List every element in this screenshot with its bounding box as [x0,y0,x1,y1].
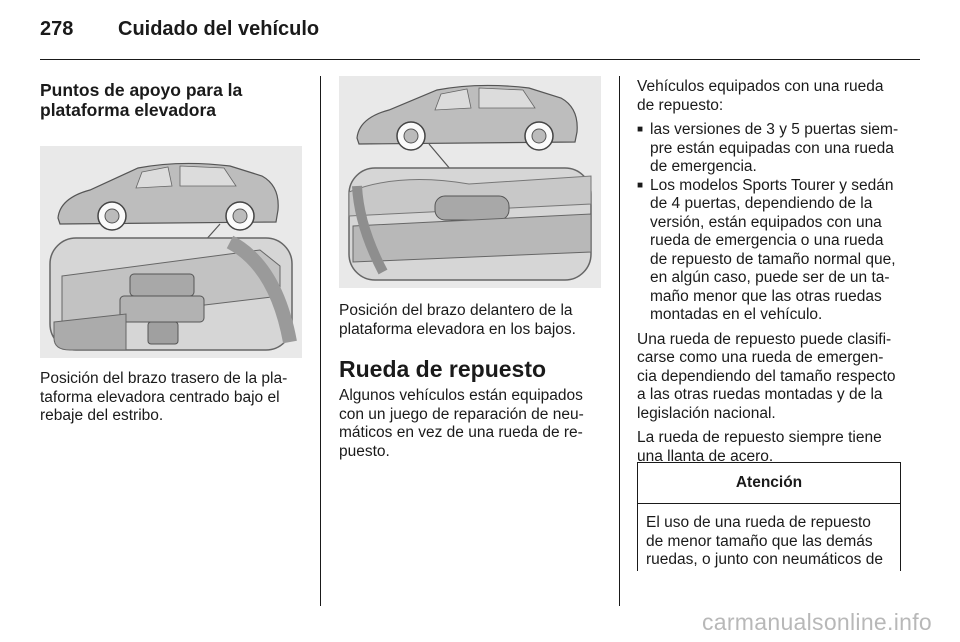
column-2 [339,76,601,461]
rear-lift-arm-illustration [40,146,302,358]
classification-paragraph: Una rueda de repuesto puede clasifi-carse como una rueda de emergen-cia dependiendo del tamaño respecto a las otras ruedas montadas y de la legislación nacional. [637,330,896,422]
rear-lift-caption: Posición del brazo trasero de la pla-taforma elevadora centrado bajo el rebaje del estribo. [40,370,288,424]
equipped-vehicles-intro: Vehículos equipados con una rueda de repuesto: [637,78,884,114]
spare-wheel-intro: Algunos vehículos están equipados con un juego de reparación de neu-máticos en vez de una rueda de re-puesto. [339,387,584,460]
page-header [40,18,319,48]
list-item: ■ las versiones de 3 y 5 puertas siem-pre están equipadas con una rueda de emergencia. [637,121,901,177]
chapter-title: Cuidado del vehículo [118,18,320,40]
column-1 [40,80,302,426]
header-rule [40,59,920,60]
spare-wheel-list [637,121,901,325]
steel-rim-paragraph: La rueda de repuesto siempre tiene una llanta de acero. [637,429,882,465]
spare-wheel-section-title: Rueda de repuesto [339,356,547,382]
watermark: carmanualsonline.info [701,609,932,635]
column-3 [637,78,901,466]
column-divider-1 [320,76,321,606]
warning-body: El uso de una rueda de repuesto de menor tamaño que las demás ruedas, o junto con neumáticos de [646,514,883,568]
lift-points-heading: Puntos de apoyo para la plataforma elevadora [40,80,243,120]
front-lift-arm-illustration [339,76,601,288]
warning-title: Atención [638,463,900,504]
list-item: ■ Los modelos Sports Tourer y sedán de 4 puertas, dependiendo de la versión, están equipados con una rueda de emergencia o una rueda de repuesto de tamaño normal que, en algún caso, puede ser de un ta-maño menor que las otras ruedas montadas en el vehículo. [637,177,901,325]
page-number: 278 [40,18,74,40]
front-lift-caption: Posición del brazo delantero de la plataforma elevadora en los bajos. [339,302,576,338]
column-divider-2 [619,76,620,606]
warning-box [637,462,901,571]
